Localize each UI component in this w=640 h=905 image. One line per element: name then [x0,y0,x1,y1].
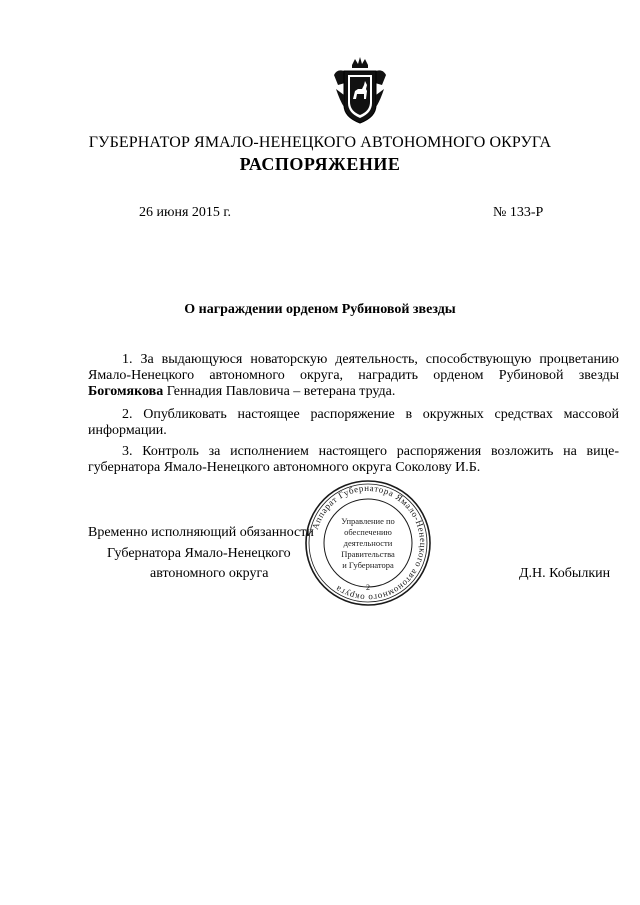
stamp-inner-line-4: Правительства [341,549,395,559]
document-subject: О награждении орденом Рубиновой звезды [184,302,456,317]
signatory-title-line-3: автономного округа [150,566,269,581]
issuing-authority: ГУБЕРНАТОР ЯМАЛО-НЕНЕЦКОГО АВТОНОМНОГО ОКРУГА [88,134,552,151]
stamp-inner-line-3: деятельности [343,538,393,548]
stamp-inner-line-1: Управление по [341,516,395,526]
official-stamp [303,478,433,608]
paragraph-1-text-start: 1. За выдающуюся новаторскую деятельность, способствующую процветанию Ямало-Ненецкого автономного округа, наградить орденом Рубиновой звезды [88,352,619,383]
paragraph-2 [88,407,619,439]
paragraph-3 [88,444,619,476]
paragraph-2-text: 2. Опубликовать настоящее распоряжение в окружных средствах массовой информации. [88,407,619,438]
document-number: № 133-Р [493,205,544,220]
paragraph-1 [88,352,619,400]
stamp-number: 2 [366,583,370,592]
signatory-title-line-1: Временно исполняющий обязанности [88,525,314,540]
paragraph-1-text-end: Геннадия Павловича – ветерана труда. [163,384,396,399]
stamp-inner-line-5: и Губернатора [342,560,394,570]
document-type: РАСПОРЯЖЕНИЕ [239,154,401,174]
coat-of-arms-icon [330,55,390,127]
signatory-title-line-2: Губернатора Ямало-Ненецкого [107,546,291,561]
paragraph-3-text: 3. Контроль за исполнением настоящего распоряжения возложить на вице-губернатора Ямало-Ненецкого автономного округа Соколову И.Б. [88,444,619,475]
stamp-inner-line-2: обеспечению [344,527,392,537]
signatory-name: Д.Н. Кобылкин [519,566,611,581]
document-date: 26 июня 2015 г. [139,205,232,220]
stamp-ring-text: Аппарат Губернатора Ямало-Ненецкого автономного округа [309,482,429,604]
awardee-surname: Богомякова [88,384,164,399]
